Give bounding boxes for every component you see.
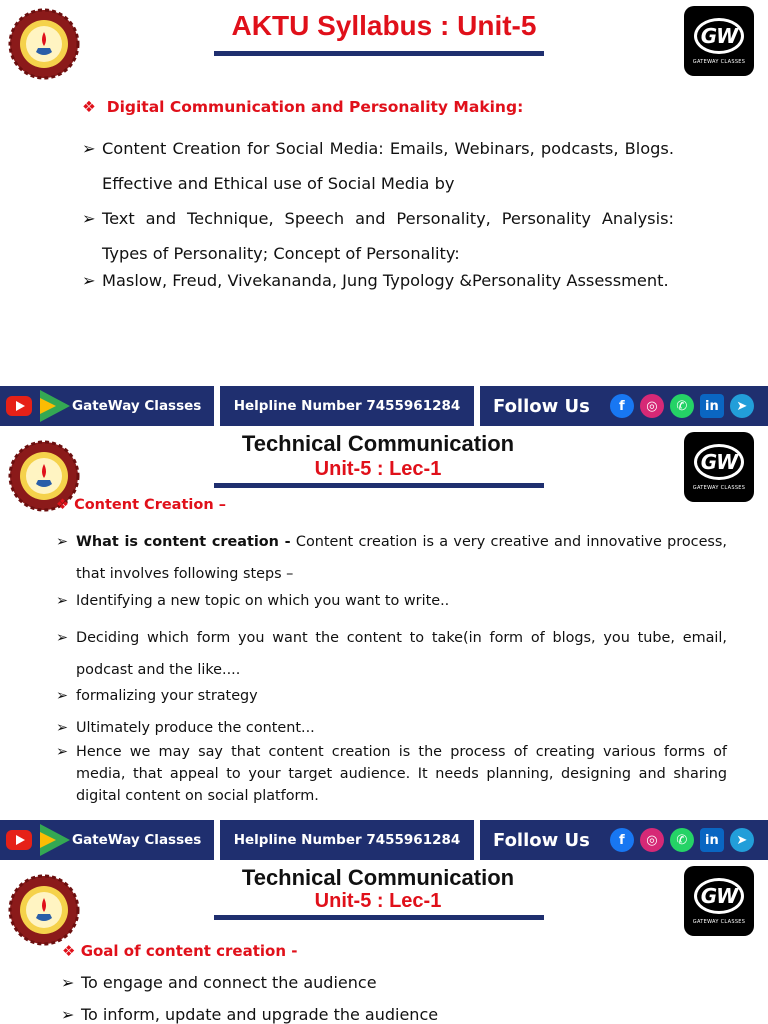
youtube-icon bbox=[6, 830, 32, 850]
youtube-icon bbox=[6, 396, 32, 416]
telegram-icon[interactable]: ➤ bbox=[730, 394, 754, 418]
whatsapp-icon[interactable]: ✆ bbox=[670, 828, 694, 852]
arrow-bullet-icon: ➢ bbox=[56, 593, 69, 609]
lecture-subtitle: Unit-5 : Lec-1 bbox=[314, 890, 442, 912]
footer-bar bbox=[0, 384, 768, 428]
section-heading bbox=[56, 497, 226, 513]
facebook-icon[interactable]: f bbox=[610, 828, 634, 852]
linkedin-icon[interactable]: in bbox=[700, 828, 724, 852]
follow-us-label: Follow Us bbox=[493, 395, 590, 417]
title-underline bbox=[214, 915, 544, 920]
follow-us-box bbox=[480, 386, 768, 426]
gateway-logo bbox=[684, 6, 754, 76]
page-title: Technical Communication bbox=[241, 431, 515, 456]
follow-us-label: Follow Us bbox=[493, 829, 590, 851]
heading-text: Digital Communication and Personality Making: bbox=[106, 98, 524, 116]
list-item bbox=[61, 1004, 721, 1024]
diamond-star-icon: ❖ bbox=[62, 942, 76, 960]
arrow-bullet-icon: ➢ bbox=[56, 534, 69, 550]
list-item-text: Deciding which form you want the content to take(in form of blogs, you tube, email, podcast and the like.... bbox=[76, 630, 727, 678]
instagram-icon[interactable]: ◎ bbox=[640, 394, 664, 418]
helpline-box bbox=[220, 820, 474, 860]
list-item bbox=[82, 201, 674, 271]
slide-3 bbox=[0, 862, 768, 1024]
arrow-bullet-icon: ➢ bbox=[56, 630, 69, 646]
arrow-bullet-icon: ➢ bbox=[82, 209, 96, 228]
instagram-icon[interactable]: ◎ bbox=[640, 828, 664, 852]
gateway-logo bbox=[684, 432, 754, 502]
linkedin-icon[interactable]: in bbox=[700, 394, 724, 418]
arrow-bullet-icon: ➢ bbox=[56, 744, 69, 760]
arrow-bullet-icon: ➢ bbox=[82, 271, 96, 290]
section-heading bbox=[82, 98, 523, 116]
list-item-text: To engage and connect the audience bbox=[81, 973, 377, 992]
list-item bbox=[61, 972, 721, 994]
play-store-icon bbox=[40, 824, 70, 856]
whatsapp-icon[interactable]: ✆ bbox=[670, 394, 694, 418]
list-item-text: Hence we may say that content creation is the process of creating various forms of media, that appeal to your target audience. It needs planning, designing and sharing digital content on social platform. bbox=[76, 744, 727, 804]
helpline-text: Helpline Number 7455961284 bbox=[233, 832, 461, 848]
section-heading bbox=[62, 942, 297, 960]
arrow-bullet-icon: ➢ bbox=[82, 139, 96, 158]
channel-name: GateWay Classes bbox=[72, 398, 202, 414]
heading-text: Goal of content creation - bbox=[80, 942, 298, 960]
arrow-bullet-icon: ➢ bbox=[61, 1005, 75, 1024]
youtube-channel-link[interactable] bbox=[0, 820, 214, 860]
list-item bbox=[56, 717, 727, 739]
list-item bbox=[82, 270, 674, 292]
list-item-text: Maslow, Freud, Vivekananda, Jung Typology &Personality Assessment. bbox=[102, 271, 669, 290]
list-item bbox=[56, 590, 727, 612]
heading-text: Content Creation – bbox=[74, 497, 226, 513]
list-item-text: Identifying a new topic on which you want to write.. bbox=[76, 593, 450, 609]
page-title: Technical Communication bbox=[241, 865, 515, 890]
title-underline bbox=[214, 51, 544, 56]
list-item-text: Text and Technique, Speech and Personality, Personality Analysis: Types of Personality; Concept of Personality: bbox=[102, 209, 674, 263]
telegram-icon[interactable]: ➤ bbox=[730, 828, 754, 852]
list-item bbox=[82, 131, 674, 201]
arrow-bullet-icon: ➢ bbox=[56, 720, 69, 736]
gw-caption: GATEWAY CLASSES bbox=[692, 918, 746, 925]
gw-letters: GW bbox=[694, 18, 744, 54]
footer-bar bbox=[0, 818, 768, 862]
list-item-text: Content Creation for Social Media: Emails, Webinars, podcasts, Blogs. Effective and Ethical use of Social Media by bbox=[102, 139, 674, 193]
list-item bbox=[56, 526, 727, 590]
list-item-text: Ultimately produce the content... bbox=[76, 720, 315, 736]
play-store-icon bbox=[40, 390, 70, 422]
list-item-text: Content creation is a very creative and innovative process, that involves following steps – bbox=[76, 534, 727, 582]
slide-1 bbox=[0, 0, 768, 384]
list-item-bold: What is content creation - bbox=[76, 534, 291, 550]
helpline-text: Helpline Number 7455961284 bbox=[233, 398, 461, 414]
helpline-box bbox=[220, 386, 474, 426]
list-item-text: formalizing your strategy bbox=[76, 688, 258, 704]
list-item bbox=[56, 622, 727, 686]
gw-caption: GATEWAY CLASSES bbox=[692, 58, 746, 65]
slide-2 bbox=[0, 428, 768, 818]
youtube-channel-link[interactable] bbox=[0, 386, 214, 426]
gw-caption: GATEWAY CLASSES bbox=[692, 484, 746, 491]
list-item bbox=[56, 741, 727, 807]
gw-letters: GW bbox=[694, 444, 744, 480]
list-item-text: To inform, update and upgrade the audience bbox=[81, 1005, 439, 1024]
lecture-subtitle: Unit-5 : Lec-1 bbox=[314, 458, 442, 480]
arrow-bullet-icon: ➢ bbox=[56, 688, 69, 704]
page-title: AKTU Syllabus : Unit-5 bbox=[231, 10, 537, 41]
gw-letters: GW bbox=[694, 878, 744, 914]
diamond-star-icon: ❖ bbox=[56, 497, 69, 513]
follow-us-box bbox=[480, 820, 768, 860]
gateway-logo bbox=[684, 866, 754, 936]
channel-name: GateWay Classes bbox=[72, 832, 202, 848]
arrow-bullet-icon: ➢ bbox=[61, 973, 75, 992]
diamond-star-icon: ❖ bbox=[82, 98, 96, 116]
title-underline bbox=[214, 483, 544, 488]
list-item bbox=[56, 685, 727, 707]
facebook-icon[interactable]: f bbox=[610, 394, 634, 418]
